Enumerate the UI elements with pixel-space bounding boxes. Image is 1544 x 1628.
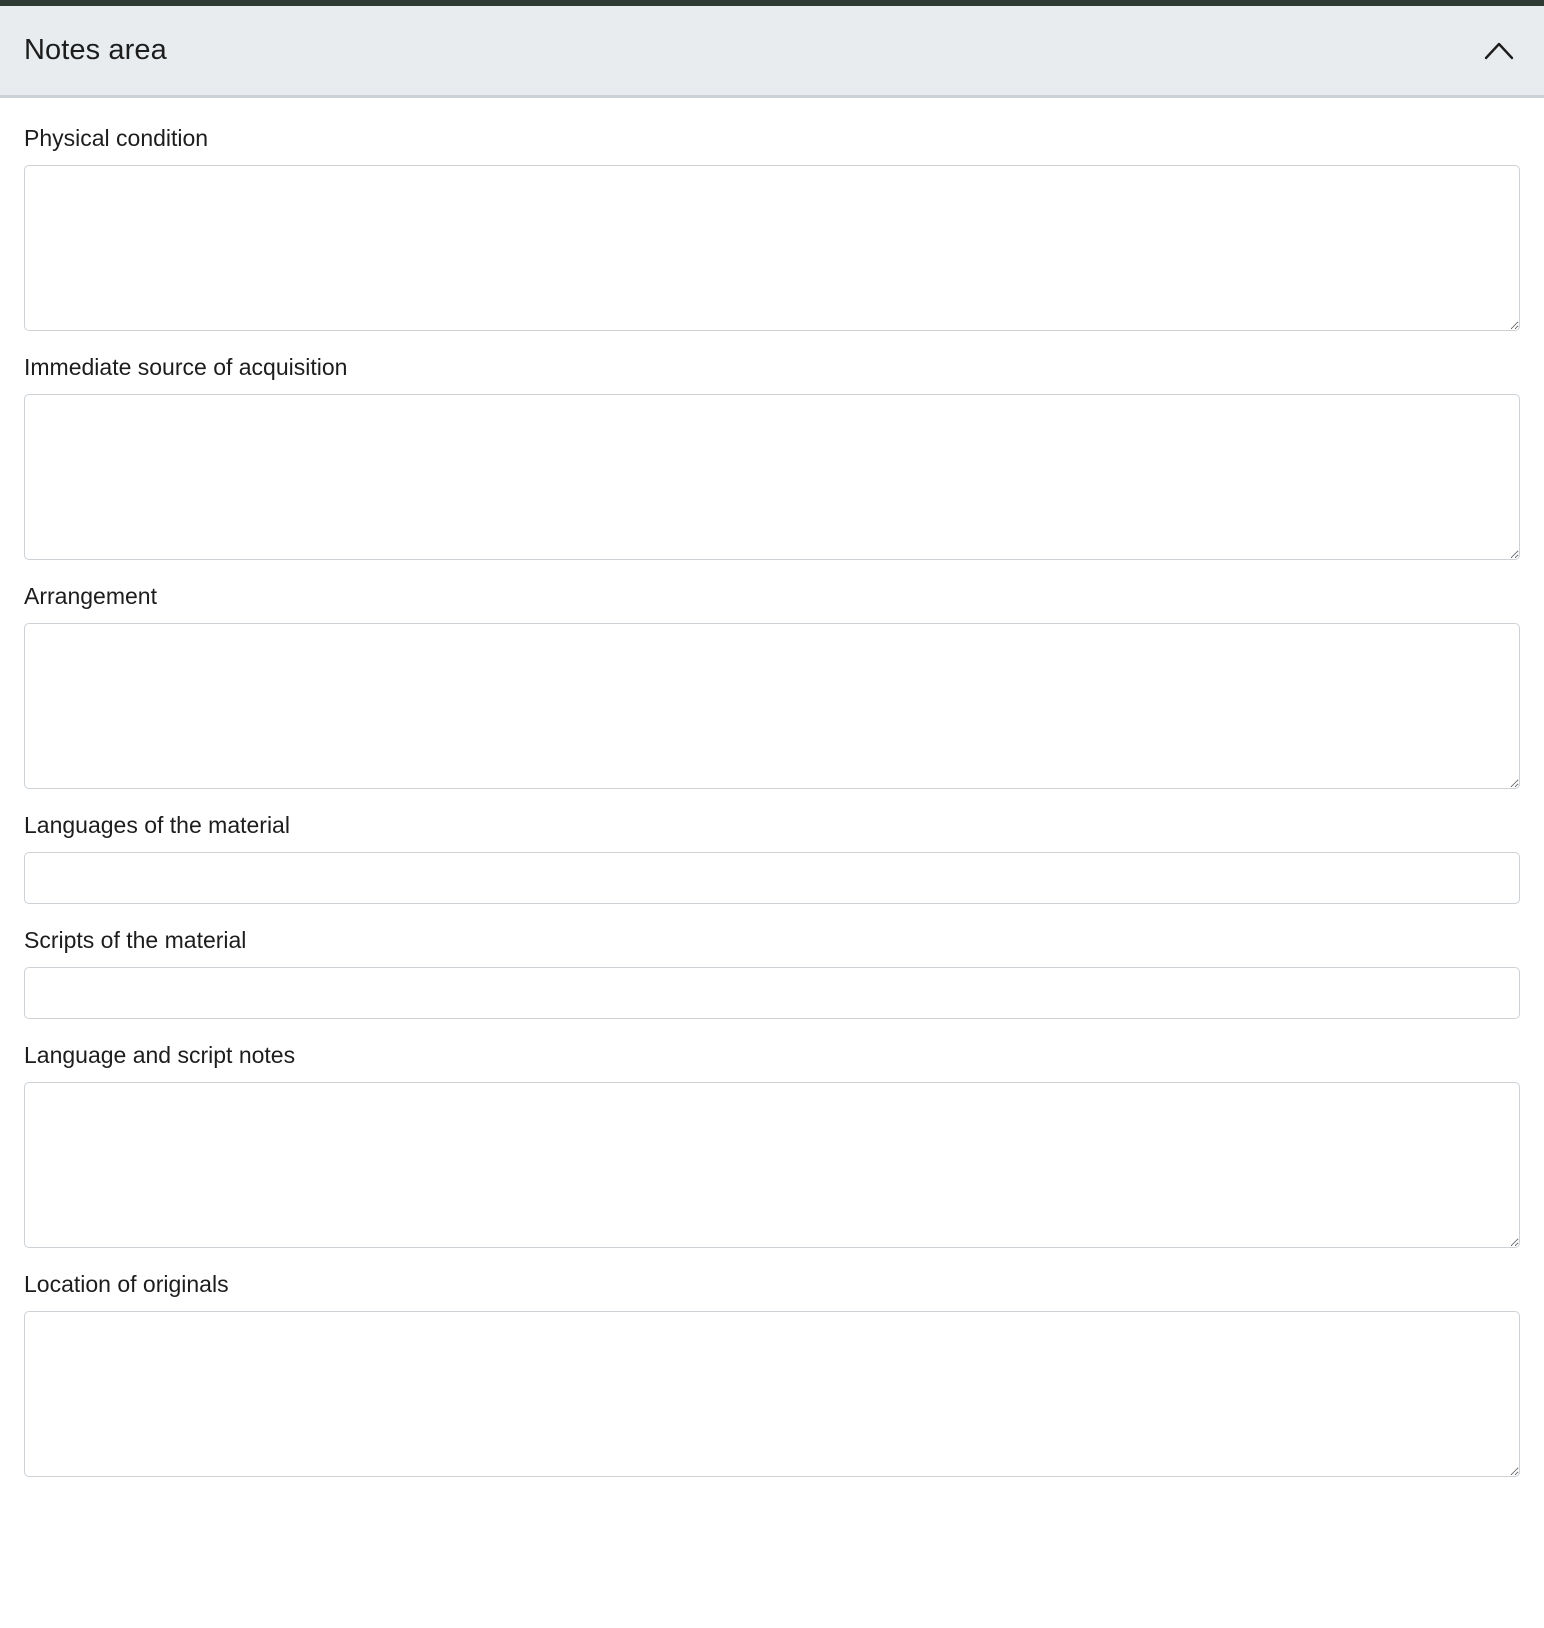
field-label: Immediate source of acquisition: [24, 354, 348, 380]
chevron-up-icon: [1484, 41, 1514, 61]
field-label: Languages of the material: [24, 812, 290, 838]
field-language-and-script-notes: [24, 1041, 1520, 1248]
immediate-source-of-acquisition-textarea[interactable]: [24, 394, 1520, 560]
field-immediate-source-of-acquisition: [24, 353, 1520, 560]
field-label: Language and script notes: [24, 1042, 296, 1068]
field-languages-of-the-material: [24, 811, 1520, 904]
field-label: Scripts of the material: [24, 927, 247, 953]
language-and-script-notes-textarea[interactable]: [24, 1082, 1520, 1248]
field-physical-condition: [24, 124, 1520, 331]
field-label: Location of originals: [24, 1271, 229, 1297]
languages-of-the-material-input[interactable]: [24, 852, 1520, 904]
location-of-originals-textarea[interactable]: [24, 1311, 1520, 1477]
field-location-of-originals: [24, 1270, 1520, 1477]
notes-area-header: [0, 6, 1544, 98]
collapse-section-button[interactable]: [1476, 28, 1522, 74]
field-arrangement: [24, 582, 1520, 789]
notes-area-form: [0, 98, 1544, 1477]
page-title: Notes area: [24, 34, 167, 66]
field-label: Physical condition: [24, 125, 209, 151]
physical-condition-textarea[interactable]: [24, 165, 1520, 331]
arrangement-textarea[interactable]: [24, 623, 1520, 789]
scripts-of-the-material-input[interactable]: [24, 967, 1520, 1019]
field-label: Arrangement: [24, 583, 157, 609]
field-scripts-of-the-material: [24, 926, 1520, 1019]
